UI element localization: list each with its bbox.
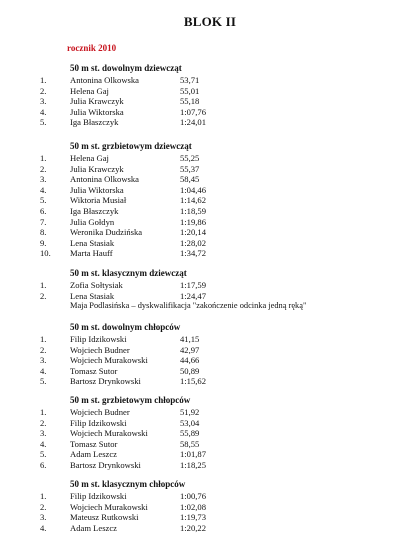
result-row: [0, 217, 420, 228]
place-number: 2.: [40, 344, 47, 355]
place-number: 2.: [40, 290, 47, 301]
result-time: 1:34,72: [180, 248, 207, 259]
place-number: 4.: [40, 106, 47, 117]
swimmer-name: Filip Idzikowski: [70, 491, 127, 501]
place-number: 4.: [40, 438, 47, 449]
place-number: 8.: [40, 227, 47, 238]
result-row: [0, 523, 420, 534]
result-time: 58,55: [180, 438, 200, 449]
result-row: [0, 407, 420, 418]
swimmer-name: Wiktoria Musiał: [70, 195, 127, 206]
place-number: 1.: [40, 153, 47, 163]
swimmer-name: Antonina Olkowska: [70, 174, 139, 185]
year-label: rocznik 2010: [67, 43, 117, 53]
result-time: 1:17,59: [180, 280, 207, 290]
result-time: 1:20,22: [180, 522, 207, 533]
result-row: [0, 355, 420, 366]
place-number: 1.: [40, 280, 47, 290]
swimmer-name: Helena Gaj: [70, 153, 109, 163]
place-number: 5.: [40, 117, 47, 128]
result-row: [0, 117, 420, 128]
result-row: [0, 366, 420, 377]
result-row: [0, 86, 420, 97]
swimmer-name: Julia Wiktorska: [70, 106, 124, 117]
swimmer-name: Zofia Sołtysiak: [70, 280, 123, 290]
swimmer-name: Julia Krawczyk: [70, 163, 124, 174]
place-number: 5.: [40, 376, 47, 387]
swimmer-name: Julia Krawczyk: [70, 96, 124, 107]
swimmer-name: Adam Leszcz: [70, 522, 118, 533]
swimmer-name: Filip Idzikowski: [70, 417, 127, 428]
result-row: [0, 96, 420, 107]
result-row: [0, 345, 420, 356]
place-number: 3.: [40, 174, 47, 185]
place-number: 10.: [40, 248, 51, 259]
result-row: [0, 107, 420, 118]
result-row: [0, 238, 420, 249]
place-number: 3.: [40, 355, 47, 366]
result-row: [0, 449, 420, 460]
swimmer-name: Iga Błaszczyk: [70, 117, 119, 128]
event-title: 50 m st. grzbietowym dziewcząt: [70, 141, 192, 151]
swimmer-name: Bartosz Drynkowski: [70, 460, 141, 470]
place-number: 5.: [40, 195, 47, 206]
place-number: 1.: [40, 407, 47, 417]
result-row: [0, 291, 420, 302]
place-number: 2.: [40, 85, 47, 96]
place-number: 3.: [40, 428, 47, 439]
swimmer-name: Filip Idzikowski: [70, 334, 127, 344]
result-time: 53,71: [180, 75, 200, 85]
result-row: [0, 334, 420, 345]
result-row: [0, 502, 420, 513]
place-number: 1.: [40, 491, 47, 501]
result-time: 1:02,08: [180, 501, 207, 512]
place-number: 2.: [40, 417, 47, 428]
result-time: 51,92: [180, 407, 200, 417]
result-time: 1:04,46: [180, 184, 207, 195]
swimmer-name: Tomasz Sutor: [70, 438, 118, 449]
place-number: 7.: [40, 216, 47, 227]
place-number: 3.: [40, 96, 47, 107]
place-number: 2.: [40, 501, 47, 512]
result-row: [0, 75, 420, 86]
result-time: 1:15,62: [180, 376, 207, 387]
result-time: 55,01: [180, 85, 200, 96]
result-time: 1:14,62: [180, 195, 207, 206]
swimmer-name: Julia Gołdyn: [70, 216, 115, 227]
swimmer-name: Lena Stasiak: [70, 290, 115, 301]
result-row: [0, 460, 420, 471]
result-time: 44,66: [180, 355, 200, 366]
result-row: [0, 185, 420, 196]
swimmer-name: Helena Gaj: [70, 85, 109, 96]
result-row: [0, 491, 420, 502]
result-row: [0, 227, 420, 238]
result-row: [0, 164, 420, 175]
result-row: [0, 195, 420, 206]
result-time: 1:19,86: [180, 216, 207, 227]
place-number: 4.: [40, 522, 47, 533]
result-time: 1:19,73: [180, 512, 207, 523]
result-time: 1:28,02: [180, 237, 207, 248]
page-title: BLOK II: [183, 14, 237, 29]
result-time: 55,89: [180, 428, 200, 439]
swimmer-name: Wojciech Murakowski: [70, 355, 148, 366]
result-time: 1:24,47: [180, 290, 207, 301]
result-time: 42,97: [180, 344, 200, 355]
result-time: 1:20,14: [180, 227, 207, 238]
result-time: 1:18,25: [180, 460, 207, 470]
swimmer-name: Mateusz Rutkowski: [70, 512, 139, 523]
swimmer-name: Adam Leszcz: [70, 449, 118, 460]
place-number: 6.: [40, 206, 47, 216]
event-title: 50 m st. dowolnym chłopców: [70, 322, 181, 332]
place-number: 3.: [40, 512, 47, 523]
swimmer-name: Marta Hauff: [70, 248, 113, 259]
result-time: 1:07,76: [180, 106, 207, 117]
result-time: 55,25: [180, 153, 200, 163]
result-time: 1:24,01: [180, 117, 207, 128]
swimmer-name: Wojciech Murakowski: [70, 428, 148, 439]
swimmer-name: Weronika Dudzińska: [70, 227, 143, 238]
result-row: [0, 248, 420, 259]
swimmer-name: Wojciech Budner: [70, 407, 130, 417]
result-row: [0, 439, 420, 450]
result-row: [0, 280, 420, 291]
place-number: 1.: [40, 334, 47, 344]
swimmer-name: Iga Błaszczyk: [70, 206, 119, 216]
result-row: [0, 174, 420, 185]
swimmer-name: Lena Stasiak: [70, 237, 115, 248]
result-time: 1:18,59: [180, 206, 207, 216]
swimmer-name: Wojciech Murakowski: [70, 501, 148, 512]
swimmer-name: Tomasz Sutor: [70, 365, 118, 376]
result-row: [0, 153, 420, 164]
place-number: 4.: [40, 365, 47, 376]
swimmer-name: Antonina Olkowska: [70, 75, 139, 85]
result-row: [0, 418, 420, 429]
result-time: 1:01,87: [180, 449, 207, 460]
place-number: 4.: [40, 184, 47, 195]
result-time: 53,04: [180, 417, 200, 428]
result-row: [0, 512, 420, 523]
result-time: 1:00,76: [180, 491, 207, 501]
result-time: 55,37: [180, 163, 200, 174]
event-title: 50 m st. klasycznym dziewcząt: [70, 268, 187, 278]
swimmer-name: Julia Wiktorska: [70, 184, 124, 195]
swimmer-name: Bartosz Drynkowski: [70, 376, 141, 387]
result-time: 41,15: [180, 334, 200, 344]
place-number: 5.: [40, 449, 47, 460]
event-title: 50 m st. grzbietowym chłopców: [70, 395, 191, 405]
event-title: 50 m st. klasycznym chłopców: [70, 479, 186, 489]
result-row: [0, 428, 420, 439]
place-number: 2.: [40, 163, 47, 174]
result-time: 55,18: [180, 96, 200, 107]
result-time: 58,45: [180, 174, 200, 185]
disqualification-note: Maja Podlasińska – dyskwalifikacja "zakończenie odcinka jedną ręką": [70, 301, 307, 311]
place-number: 1.: [40, 75, 47, 85]
event-title: 50 m st. dowolnym dziewcząt: [70, 63, 182, 73]
result-row: [0, 376, 420, 387]
swimmer-name: Wojciech Budner: [70, 344, 130, 355]
result-time: 50,89: [180, 365, 200, 376]
result-row: [0, 206, 420, 217]
place-number: 9.: [40, 237, 47, 248]
place-number: 6.: [40, 460, 47, 470]
